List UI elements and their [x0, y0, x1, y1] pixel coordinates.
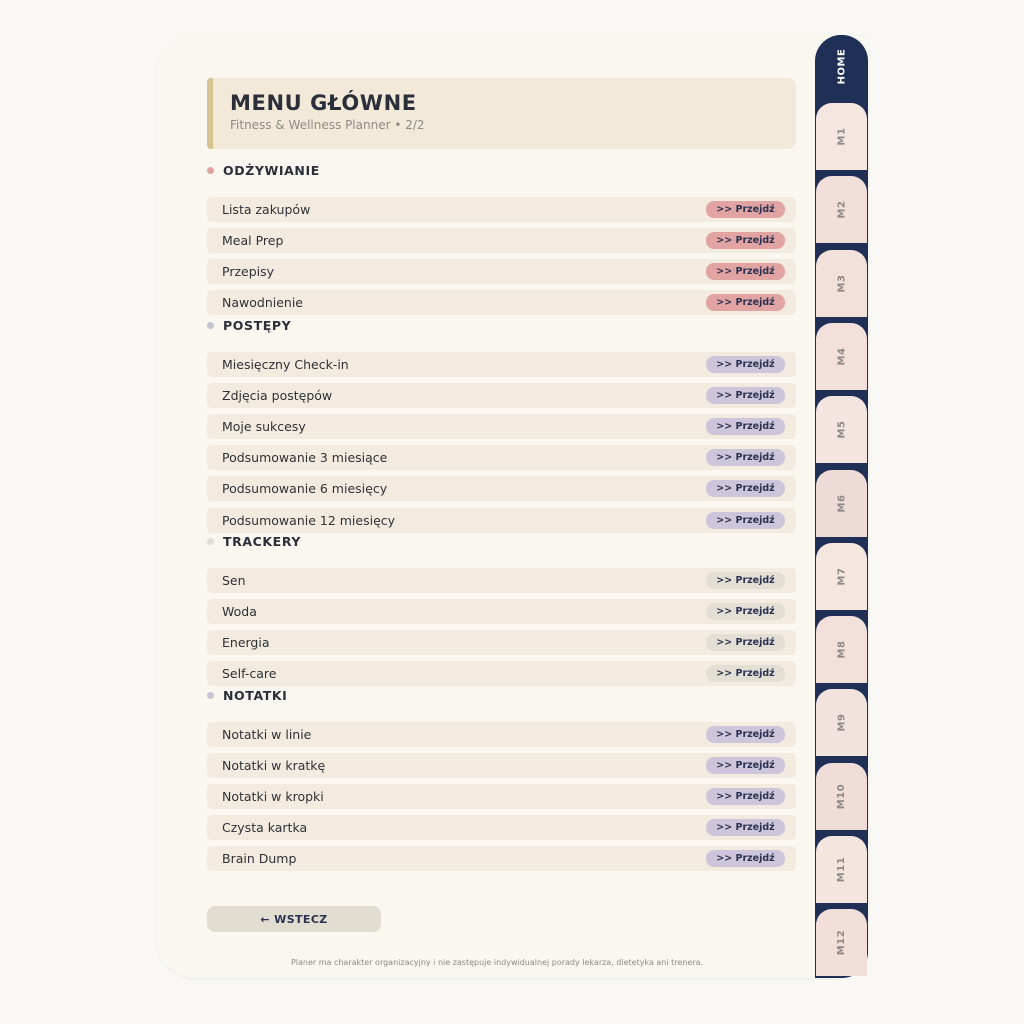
menu-row[interactable] [207, 815, 796, 840]
menu-row[interactable] [207, 290, 796, 315]
section-title: POSTĘPY [223, 318, 292, 333]
tab-label: M6 [835, 494, 847, 512]
section-heading [207, 163, 320, 178]
menu-row[interactable] [207, 228, 796, 253]
tab-label: M12 [836, 930, 847, 956]
tab-m10[interactable] [816, 763, 867, 830]
menu-row-label: Notatki w linie [222, 727, 312, 742]
go-button[interactable]: >> Przejdź [706, 387, 785, 404]
page-header [207, 78, 796, 149]
tab-m11[interactable] [816, 836, 867, 903]
menu-row[interactable] [207, 846, 796, 871]
menu-row[interactable] [207, 599, 796, 624]
menu-row[interactable] [207, 722, 796, 747]
menu-row[interactable] [207, 383, 796, 408]
go-button[interactable]: >> Przejdź [706, 726, 785, 743]
menu-row-label: Zdjęcia postępów [222, 388, 333, 404]
menu-row[interactable] [207, 414, 796, 439]
menu-row-label: Podsumowanie 12 miesięcy [222, 512, 396, 528]
section-heading [207, 688, 287, 703]
section-dot-icon [207, 538, 214, 545]
go-button[interactable]: >> Przejdź [706, 201, 785, 218]
tab-m5[interactable] [816, 396, 867, 463]
tab-label: M3 [835, 274, 847, 293]
go-button[interactable]: >> Przejdź [706, 572, 785, 589]
section-dot-icon [207, 322, 214, 329]
go-button[interactable]: >> Przejdź [706, 418, 785, 435]
menu-row-label: Self-care [222, 666, 277, 682]
go-button[interactable]: >> Przejdź [706, 634, 785, 651]
go-button[interactable]: >> Przejdź [706, 294, 785, 311]
tab-m7[interactable] [816, 543, 867, 610]
page-subtitle: Fitness & Wellness Planner • 2/2 [230, 118, 425, 132]
menu-row[interactable] [207, 753, 796, 778]
back-button[interactable]: ← WSTECZ [207, 906, 381, 932]
tab-label: M2 [835, 200, 847, 219]
tab-label: HOME [836, 48, 847, 84]
menu-row-label: Czysta kartka [222, 820, 308, 836]
menu-row-label: Lista zakupów [222, 202, 311, 217]
tab-label: M11 [836, 856, 847, 883]
menu-row[interactable] [207, 568, 796, 593]
section-heading [207, 318, 291, 333]
tab-m3[interactable] [816, 250, 867, 317]
menu-row[interactable] [207, 476, 796, 501]
menu-row[interactable] [207, 197, 796, 222]
tab-m4[interactable] [816, 323, 867, 390]
menu-row[interactable] [207, 445, 796, 470]
tab-label: M8 [835, 640, 847, 659]
go-button[interactable]: >> Przejdź [706, 819, 785, 836]
menu-row-label: Energia [222, 635, 270, 651]
section-heading [207, 534, 301, 549]
menu-row-label: Sen [222, 573, 246, 588]
go-button[interactable]: >> Przejdź [706, 480, 785, 497]
go-button[interactable]: >> Przejdź [706, 757, 785, 774]
menu-row[interactable] [207, 508, 796, 533]
tab-label: M7 [835, 567, 847, 586]
go-button[interactable]: >> Przejdź [706, 603, 785, 620]
go-button[interactable]: >> Przejdź [706, 232, 785, 249]
menu-row[interactable] [207, 784, 796, 809]
go-button[interactable]: >> Przejdź [706, 356, 785, 373]
tab-label: M4 [835, 347, 847, 366]
section-title: ODŻYWIANIE [223, 163, 320, 178]
section-title: NOTATKI [223, 688, 288, 703]
tab-label: M10 [836, 783, 847, 809]
menu-row-label: Przepisy [222, 264, 275, 280]
menu-row-label: Notatki w kropki [222, 789, 324, 805]
tab-label: M1 [835, 127, 847, 146]
menu-row[interactable] [207, 352, 796, 377]
go-button[interactable]: >> Przejdź [706, 665, 785, 682]
go-button[interactable]: >> Przejdź [706, 512, 785, 529]
menu-row-label: Podsumowanie 6 miesięcy [222, 481, 388, 497]
go-button[interactable]: >> Przejdź [706, 788, 785, 805]
menu-row[interactable] [207, 630, 796, 655]
menu-row-label: Podsumowanie 3 miesiące [222, 450, 388, 466]
tab-m8[interactable] [816, 616, 867, 683]
menu-row-label: Notatki w kratkę [222, 758, 326, 774]
go-button[interactable]: >> Przejdź [706, 850, 785, 867]
menu-row-label: Miesięczny Check-in [222, 357, 349, 372]
menu-row-label: Nawodnienie [222, 295, 303, 311]
tab-home[interactable] [816, 35, 867, 97]
tab-m1[interactable] [816, 103, 867, 170]
menu-row-label: Brain Dump [222, 851, 297, 867]
tab-m6[interactable] [816, 470, 867, 537]
menu-row-label: Meal Prep [222, 233, 284, 249]
section-dot-icon [207, 692, 214, 699]
tab-label: M5 [835, 420, 847, 439]
menu-row[interactable] [207, 259, 796, 284]
menu-row-label: Moje sukcesy [222, 419, 306, 435]
tab-m2[interactable] [816, 176, 867, 243]
tab-label: M9 [835, 713, 847, 732]
menu-row[interactable] [207, 661, 796, 686]
tab-m9[interactable] [816, 689, 867, 756]
go-button[interactable]: >> Przejdź [706, 449, 785, 466]
disclaimer-footer: Planer ma charakter organizacyjny i nie zastępuje indywidualnej porady lekarza, dietetyka ani trenera. [290, 958, 704, 967]
section-dot-icon [207, 167, 214, 174]
go-button[interactable]: >> Przejdź [706, 263, 785, 280]
page-title: MENU GŁÓWNE [230, 91, 417, 115]
section-title: TRACKERY [223, 534, 302, 549]
menu-row-label: Woda [222, 604, 257, 620]
